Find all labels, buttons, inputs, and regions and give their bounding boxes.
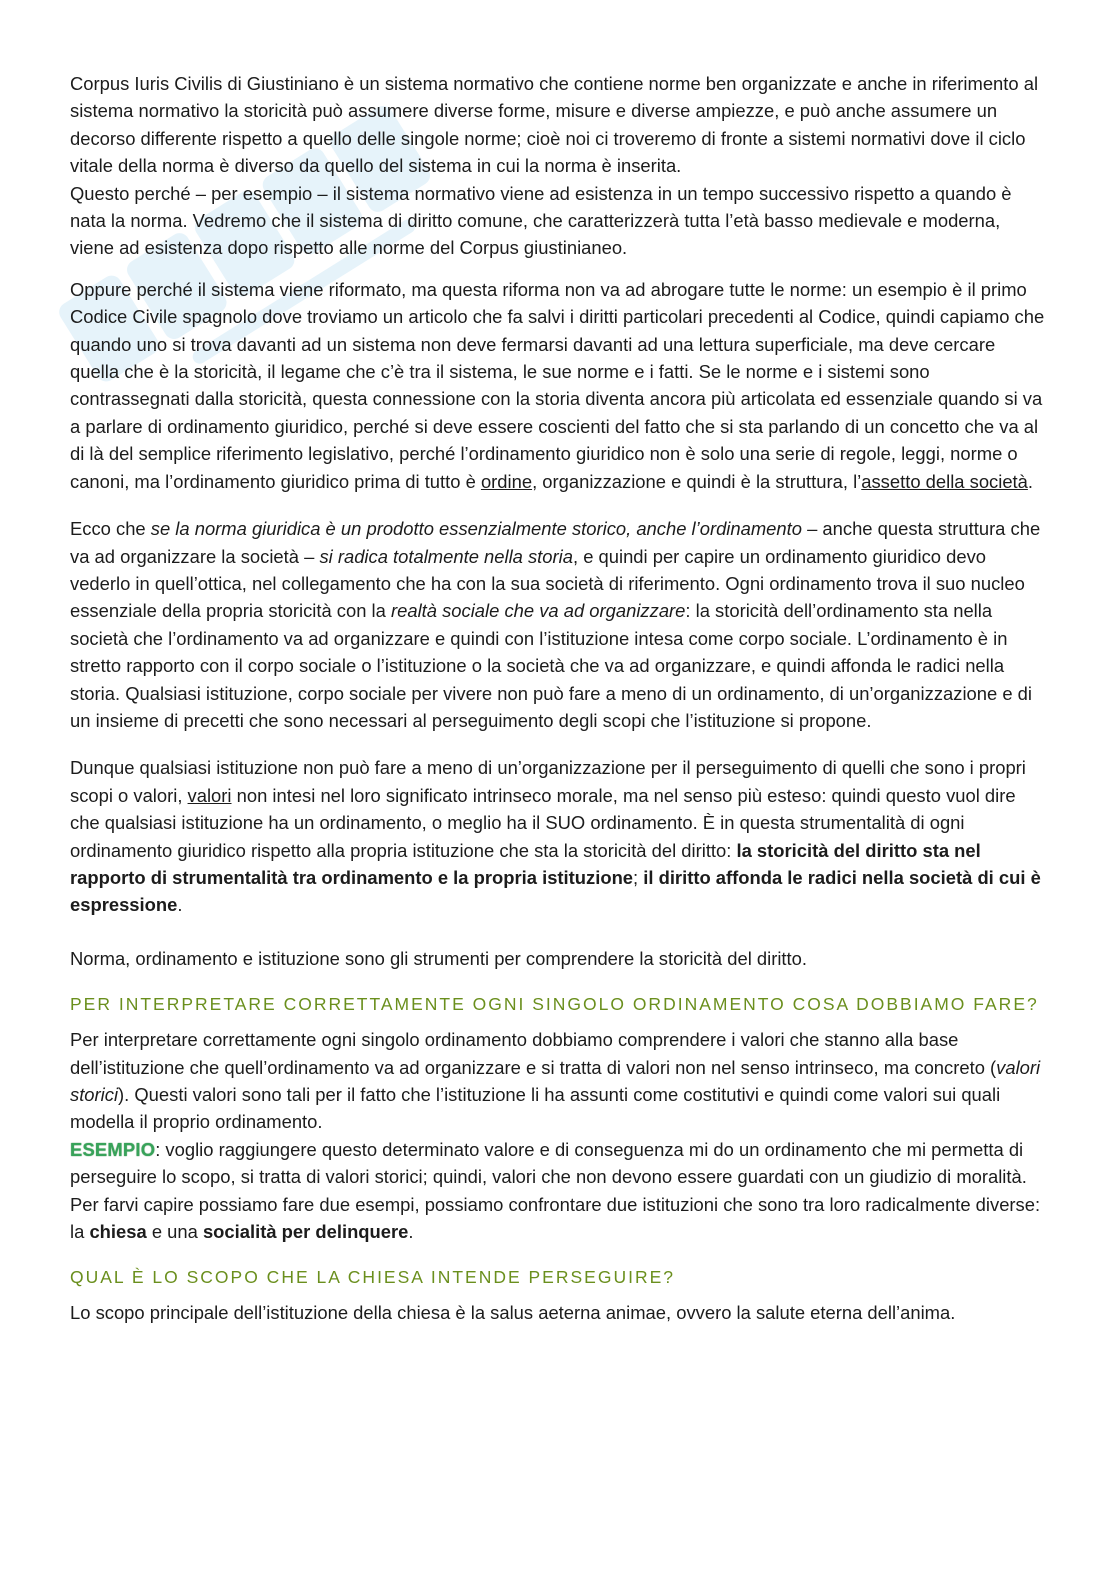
bold-phrase: socialità per delinquere	[202, 1221, 409, 1243]
bold-phrase: la storicità del diritto sta nel rapporto di strumentalità tra ordinamento e la propria istituzione	[70, 839, 981, 888]
underlined-term: valori	[187, 784, 232, 806]
italic-phrase: se la norma giuridica è un prodotto essenzialmente storico, anche l’ordinamento	[150, 518, 802, 540]
italic-phrase: realtà sociale che va ad organizzare	[390, 600, 686, 622]
bold-phrase: chiesa	[89, 1221, 147, 1243]
section-heading: QUAL È LO SCOPO CHE LA CHIESA INTENDE PERSEGUIRE?	[70, 1267, 675, 1288]
bold-phrase: il diritto affonda le radici nella società di cui è espressione	[70, 866, 1041, 916]
paragraph: Lo scopo principale dell’istituzione della chiesa è la salus aeterna animae, ovvero la salute eterna dell’anima.	[70, 1302, 956, 1324]
esempio-label: ESEMPIO	[70, 1138, 156, 1160]
section-heading: PER INTERPRETARE CORRETTAMENTE OGNI SINGOLO ORDINAMENTO COSA DOBBIAMO FARE?	[70, 994, 1039, 1015]
document-page	[70, 70, 1045, 1341]
underlined-term: assetto della società	[861, 470, 1028, 492]
paragraph: Corpus Iuris Civilis di Giustiniano è un sistema normativo che contiene norme ben organizzate e anche in riferimento al sistema normativo la storicità può assumere diverse forme, misure e diverse ampiezze, e può anche assumere un decorso differente rispetto a quello delle singole norme; cioè noi ci troveremo di fronte a sistemi normativi dove il ciclo vitale della norma è diverso da quello del sistema in cui la norma è inserita.	[70, 73, 1039, 177]
paragraph: Dunque qualsiasi istituzione non può fare a meno di un’organizzazione per il perseguimento di quelli che sono i propri scopi o valori, valori non intesi nel loro significato intrinseco morale, ma nel senso più esteso: quindi questo vuol dire che qualsiasi istituzione ha un ordinamento, o meglio ha il SUO ordinamento. È in questa strumentalità di ogni ordinamento giuridico rispetto alla propria istituzione che sta la storicità del diritto: la storicità del diritto sta nel rapporto di strumentalità tra ordinamento e la propria istituzione; il diritto affonda le radici nella società di cui è espressione.	[70, 757, 1041, 916]
underlined-term: ordine	[480, 470, 533, 492]
paragraph: ESEMPIO: voglio raggiungere questo determinato valore e di conseguenza mi do un ordinamento che mi permetta di perseguire lo scopo, si tratta di valori storici; quindi, valori che non devono essere guardati con un giudizio di moralità. Per farvi capire possiamo fare due esempi, possiamo confrontare due istituzioni che sono tra loro radicalmente diverse: la chiesa e una socialità per delinquere.	[70, 1138, 1041, 1243]
paragraph: Ecco che se la norma giuridica è un prodotto essenzialmente storico, anche l’ordinamento – anche questa struttura che va ad organizzare la società – si radica totalmente nella storia, e quindi per capire un ordinamento giuridico devo vederlo in quell’ottica, nel collegamento che ha con la sua società di riferimento. Ogni ordinamento trova il suo nucleo essenziale della propria storicità con la realtà sociale che va ad organizzare: la storicità dell’ordinamento sta nella società che l’ordinamento va ad organizzare e quindi con l’istituzione intesa come corpo sociale. L’ordinamento è in stretto rapporto con il corpo sociale o l’istituzione o la società che va ad organizzare, e quindi affonda le radici nella storia. Qualsiasi istituzione, corpo sociale per vivere non può fare a meno di un ordinamento, di un’organizzazione e di un insieme di precetti che sono necessari al perseguimento degli scopi che l’istituzione si propone.	[70, 518, 1041, 731]
italic-phrase: valori storici	[70, 1056, 1041, 1105]
paragraph: Questo perché – per esempio – il sistema normativo viene ad esistenza in un tempo successivo rispetto a quando è nata la norma. Vedremo che il sistema di diritto comune, che caratterizzerà tutta l’età basso medievale e moderna, viene ad esistenza dopo rispetto alle norme del Corpus giustinianeo.	[70, 182, 1012, 259]
paragraph: Per interpretare correttamente ogni singolo ordinamento dobbiamo comprendere i valori che stanno alla base dell’istituzione che quell’ordinamento va ad organizzare e si tratta di valori non nel senso intrinseco, ma concreto (valori storici). Questi valori sono tali per il fatto che l’istituzione li ha assunti come costitutivi e quindi come valori sui quali modella il proprio ordinamento.	[70, 1029, 1041, 1133]
paragraph: Oppure perché il sistema viene riformato, ma questa riforma non va ad abrogare tutte le norme: un esempio è il primo Codice Civile spagnolo dove troviamo un articolo che fa salvi i diritti particolari precedenti al Codice, quindi capiamo che quando uno si trova davanti ad un sistema non deve fermarsi davanti ad una lettura superficiale, ma deve cercare quella che è la storicità, il legame che c’è tra il sistema, le sue norme e i fatti. Se le norme e i sistemi sono contrassegnati dalla storicità, questa connessione con la storia diventa ancora più articolata ed essenziale quando si va a parlare di ordinamento giuridico, perché si deve essere coscienti del fatto che si sta parlando di un concetto che va al di là del semplice riferimento legislativo, perché l’ordinamento giuridico non è solo una serie di regole, leggi, norme o canoni, ma l’ordinamento giuridico prima di tutto è ordine, organizzazione e quindi è la struttura, l’assetto della società.	[70, 278, 1045, 492]
italic-phrase: si radica totalmente nella storia	[319, 545, 573, 567]
paragraph: Norma, ordinamento e istituzione sono gli strumenti per comprendere la storicità del diritto.	[70, 947, 807, 969]
